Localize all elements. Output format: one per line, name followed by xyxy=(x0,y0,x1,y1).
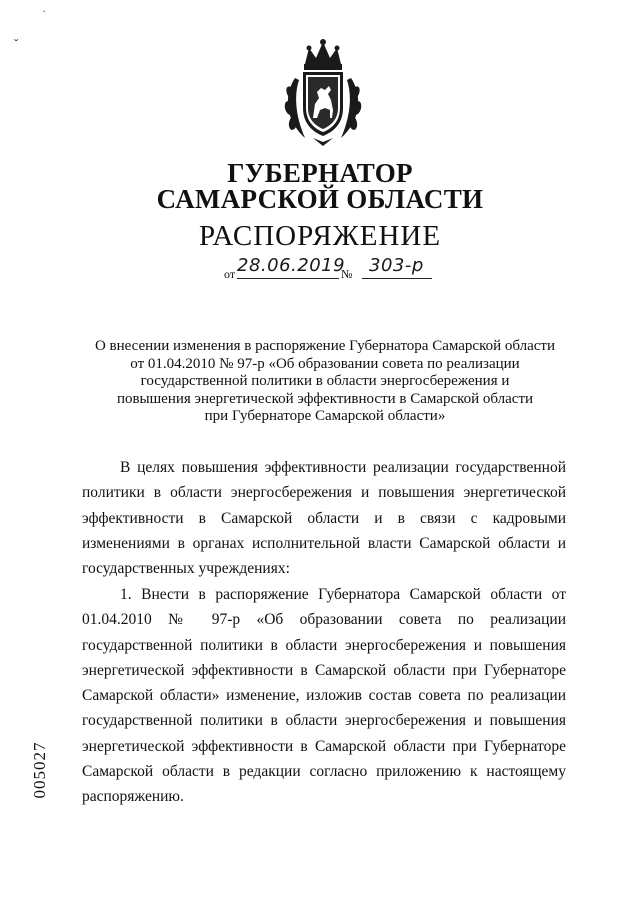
handwritten-date: 28.06.2019 xyxy=(237,255,346,276)
document-type: РАСПОРЯЖЕНИЕ xyxy=(198,220,442,252)
subject-line: от 01.04.2010 № 97-р «Об образовании совета по реализации xyxy=(130,355,520,372)
date-label: от xyxy=(224,267,236,281)
side-registration-number xyxy=(30,740,50,800)
preamble-paragraph: В целях повышения эффективности реализации государственной политики в области энергосбережения и повышения энергетической эффективности в Самарской области и в связи с кадровыми изменениями в органах исполнительной власти Самарской области и государственных учреждениях: xyxy=(82,459,566,578)
item-1-paragraph: 1. Внести в распоряжение Губернатора Самарской области от 01.04.2010 № 97-р «Об образовании совета по реализации государственной политики в области энергосбережения и повышения энергетической эффективности в Самарской области при Губернаторе Самарской области» изменение, изложив состав совета по реализации государственной политики в области энергосбережения и повышения энергетической эффективности в Самарской области при Губернаторе Самарской области в редакции согласно приложению к настоящему распоряжению. xyxy=(82,586,566,806)
subject-line: О внесении изменения в распоряжение Губернатора Самарской области xyxy=(94,338,556,354)
corner-mark: ˙ xyxy=(42,7,47,22)
issuer-title-line-2: САМАРСКОЙ ОБЛАСТИ xyxy=(156,184,484,214)
subject-line: при Губернаторе Самарской области» xyxy=(204,408,446,425)
number-underline xyxy=(362,278,432,279)
document-subject xyxy=(80,338,570,426)
date-underline xyxy=(237,278,339,279)
issuer-title-line-1: ГУБЕРНАТОР xyxy=(227,158,413,188)
subject-line: государственной политики в области энергосбережения и xyxy=(140,373,510,390)
coat-of-arms-emblem xyxy=(275,38,371,148)
subject-line: повышения энергетической эффективности в Самарской области xyxy=(116,390,534,407)
document-date-number xyxy=(224,255,444,281)
handwritten-number: 303-р xyxy=(369,255,424,276)
corner-mark: ˇ xyxy=(14,36,19,51)
side-number-text: 005027 xyxy=(30,741,49,799)
number-label: № xyxy=(341,267,353,281)
